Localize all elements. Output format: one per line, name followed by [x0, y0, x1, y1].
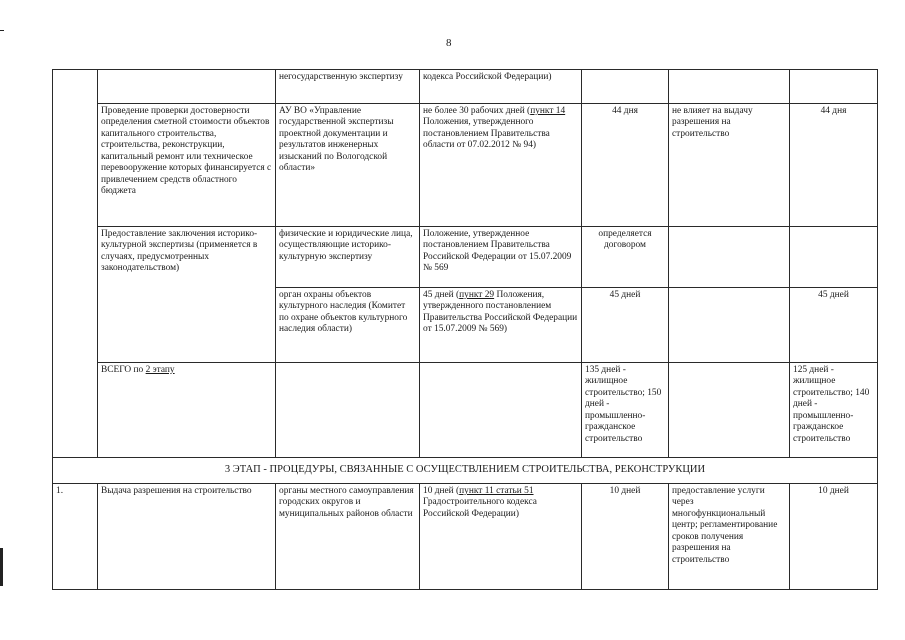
procedure-cell: Выдача разрешения на строительство — [98, 484, 276, 590]
total-label: ВСЕГО по — [101, 365, 146, 375]
legal-reference-link[interactable]: пункт 11 статьи 51 — [459, 486, 534, 496]
basis-cell — [420, 363, 582, 458]
basis-cell: кодекса Российской Федерации) — [420, 70, 582, 104]
target-cell — [790, 70, 878, 104]
body-cell: АУ ВО «Управление государственной экспертизы проектной документации и результатов инженерных изысканий по Вологодской области» — [276, 104, 420, 227]
total-label-cell — [98, 363, 276, 458]
table-row — [53, 70, 878, 104]
term-cell: определяется договором — [582, 227, 669, 288]
term-cell: 44 дня — [582, 104, 669, 227]
procedure-cell: Проведение проверки достоверности определения сметной стоимости объектов капитального строительства, строительства, реконструкции, капитальный ремонт или техническое перевооружение которых финансируется с привлечением средств областного бюджета — [98, 104, 276, 227]
scan-edge-mark — [0, 30, 4, 31]
body-cell: органы местного самоуправления городских округов и муниципальных районов области — [276, 484, 420, 590]
table-row — [53, 484, 878, 590]
note-cell: не влияет на выдачу разрешения на строительство — [669, 104, 790, 227]
body-cell: негосударственную экспертизу — [276, 70, 420, 104]
body-cell: орган охраны объектов культурного наследия (Комитет по охране объектов культурного наследия области) — [276, 288, 420, 363]
stage-heading: 3 ЭТАП - ПРОЦЕДУРЫ, СВЯЗАННЫЕ С ОСУЩЕСТВЛЕНИЕМ СТРОИТЕЛЬСТВА, РЕКОНСТРУКЦИИ — [53, 458, 878, 484]
target-cell: 44 дня — [790, 104, 878, 227]
note-cell — [669, 363, 790, 458]
table-row — [53, 458, 878, 484]
body-cell: физические и юридические лица, осуществляющие историко-культурную экспертизу — [276, 227, 420, 288]
term-cell: 135 дней - жилищное строительство; 150 дней - промышленно-гражданское строительство — [582, 363, 669, 458]
target-cell: 10 дней — [790, 484, 878, 590]
target-cell: 125 дней - жилищное строительство; 140 дней - промышленно-гражданское строительство — [790, 363, 878, 458]
note-cell — [669, 288, 790, 363]
note-cell — [669, 227, 790, 288]
basis-cell: Положение, утвержденное постановлением Правительства Российской Федерации от 15.07.2009 № 569 — [420, 227, 582, 288]
table-row — [53, 104, 878, 227]
term-cell: 45 дней — [582, 288, 669, 363]
table-row — [53, 227, 878, 288]
number-cell: 1. — [53, 484, 98, 590]
legal-reference-link[interactable]: пункт 14 — [530, 106, 566, 116]
procedures-table — [52, 69, 878, 590]
basis-text: 10 дней ( — [423, 486, 460, 496]
page-number: 8 — [446, 37, 452, 49]
target-cell — [790, 227, 878, 288]
term-cell — [582, 70, 669, 104]
table-row — [53, 363, 878, 458]
basis-text: Положения, утвержденного постановлением Правительства области от 07.02.2012 № 94) — [423, 117, 550, 151]
number-cell — [53, 70, 98, 458]
target-cell: 45 дней — [790, 288, 878, 363]
term-cell: 10 дней — [582, 484, 669, 590]
stage-reference-link[interactable]: 2 этапу — [145, 365, 175, 375]
scan-edge-mark — [0, 548, 3, 586]
basis-text: Градостроительного кодекса Российской Федерации) — [423, 497, 537, 519]
basis-text: Положения, утвержденного постановлением Правительства Российской Федерации от 15.07.2009 № 569) — [423, 290, 578, 335]
procedure-cell — [98, 70, 276, 104]
note-cell — [669, 70, 790, 104]
basis-text: не более 30 рабочих дней ( — [423, 106, 531, 116]
body-cell — [276, 363, 420, 458]
legal-reference-link[interactable]: пункт 29 — [459, 290, 495, 300]
basis-cell — [420, 484, 582, 590]
procedure-cell: Предоставление заключения историко-культурной экспертизы (применяется в случаях, предусмотренных законодательством) — [98, 227, 276, 363]
basis-cell — [420, 104, 582, 227]
note-cell: предоставление услуги через многофункциональный центр; регламентирование сроков получения разрешения на строительство — [669, 484, 790, 590]
basis-cell — [420, 288, 582, 363]
basis-text: 45 дней ( — [423, 290, 460, 300]
